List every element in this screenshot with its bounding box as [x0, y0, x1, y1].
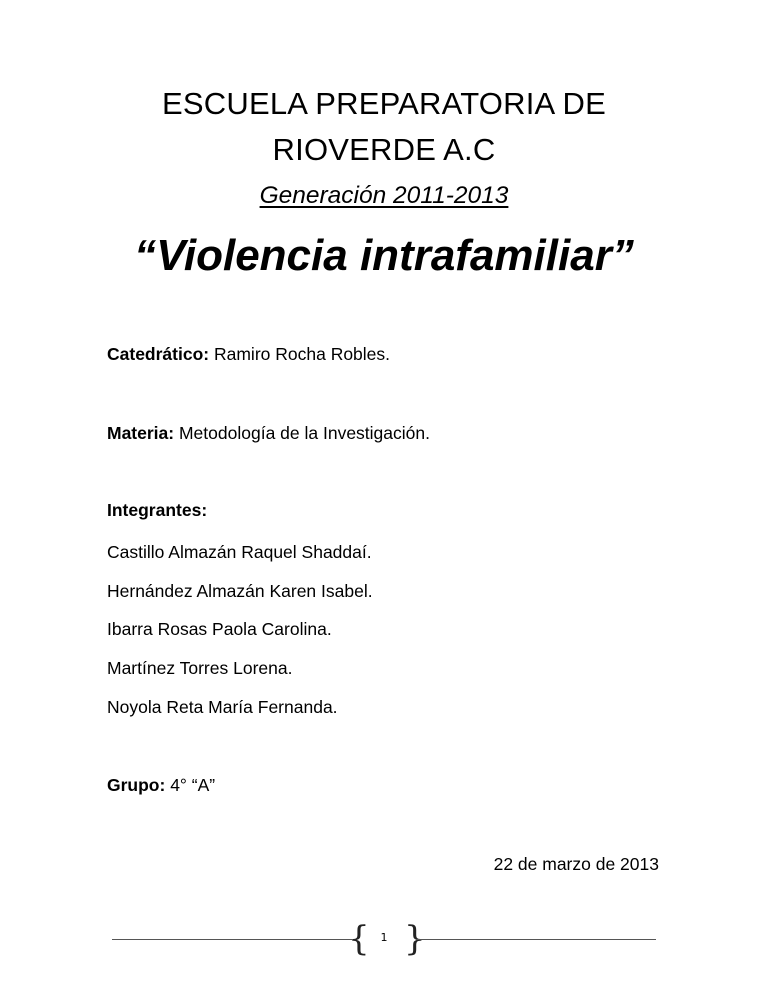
- catedratico-value: Ramiro Rocha Robles.: [213, 344, 391, 364]
- document-date: 22 de marzo de 2013: [493, 854, 659, 874]
- integrantes-heading: [107, 499, 207, 521]
- grupo-field: [107, 774, 215, 796]
- member-item: Ibarra Rosas Paola Carolina.: [107, 619, 332, 639]
- member-item: Noyola Reta María Fernanda.: [107, 697, 338, 717]
- integrantes-label: Integrantes:: [107, 500, 208, 520]
- page-number: 1: [380, 931, 388, 944]
- member-item: Martínez Torres Lorena.: [107, 658, 293, 678]
- materia-value: Metodología de la Investigación.: [178, 423, 430, 443]
- school-name-line-1: ESCUELA PREPARATORIA DE: [162, 86, 606, 121]
- materia-label: Materia:: [107, 423, 175, 443]
- right-brace-icon: }: [404, 919, 426, 959]
- left-brace-icon: {: [348, 919, 370, 959]
- footer-rule-right: [416, 939, 656, 940]
- document-title: “Violencia intrafamiliar”: [134, 231, 634, 280]
- catedratico-label: Catedrático:: [107, 344, 210, 364]
- materia-field: [107, 422, 430, 444]
- footer-rule-left: [112, 939, 352, 940]
- grupo-label: Grupo:: [107, 775, 166, 795]
- catedratico-field: [107, 343, 390, 365]
- generation-subtitle: Generación 2011-2013: [259, 182, 509, 209]
- member-item: Hernández Almazán Karen Isabel.: [107, 581, 373, 601]
- grupo-value: 4° “A”: [170, 775, 216, 795]
- school-name-line-2: RIOVERDE A.C: [272, 132, 496, 167]
- member-item: Castillo Almazán Raquel Shaddaí.: [107, 542, 372, 562]
